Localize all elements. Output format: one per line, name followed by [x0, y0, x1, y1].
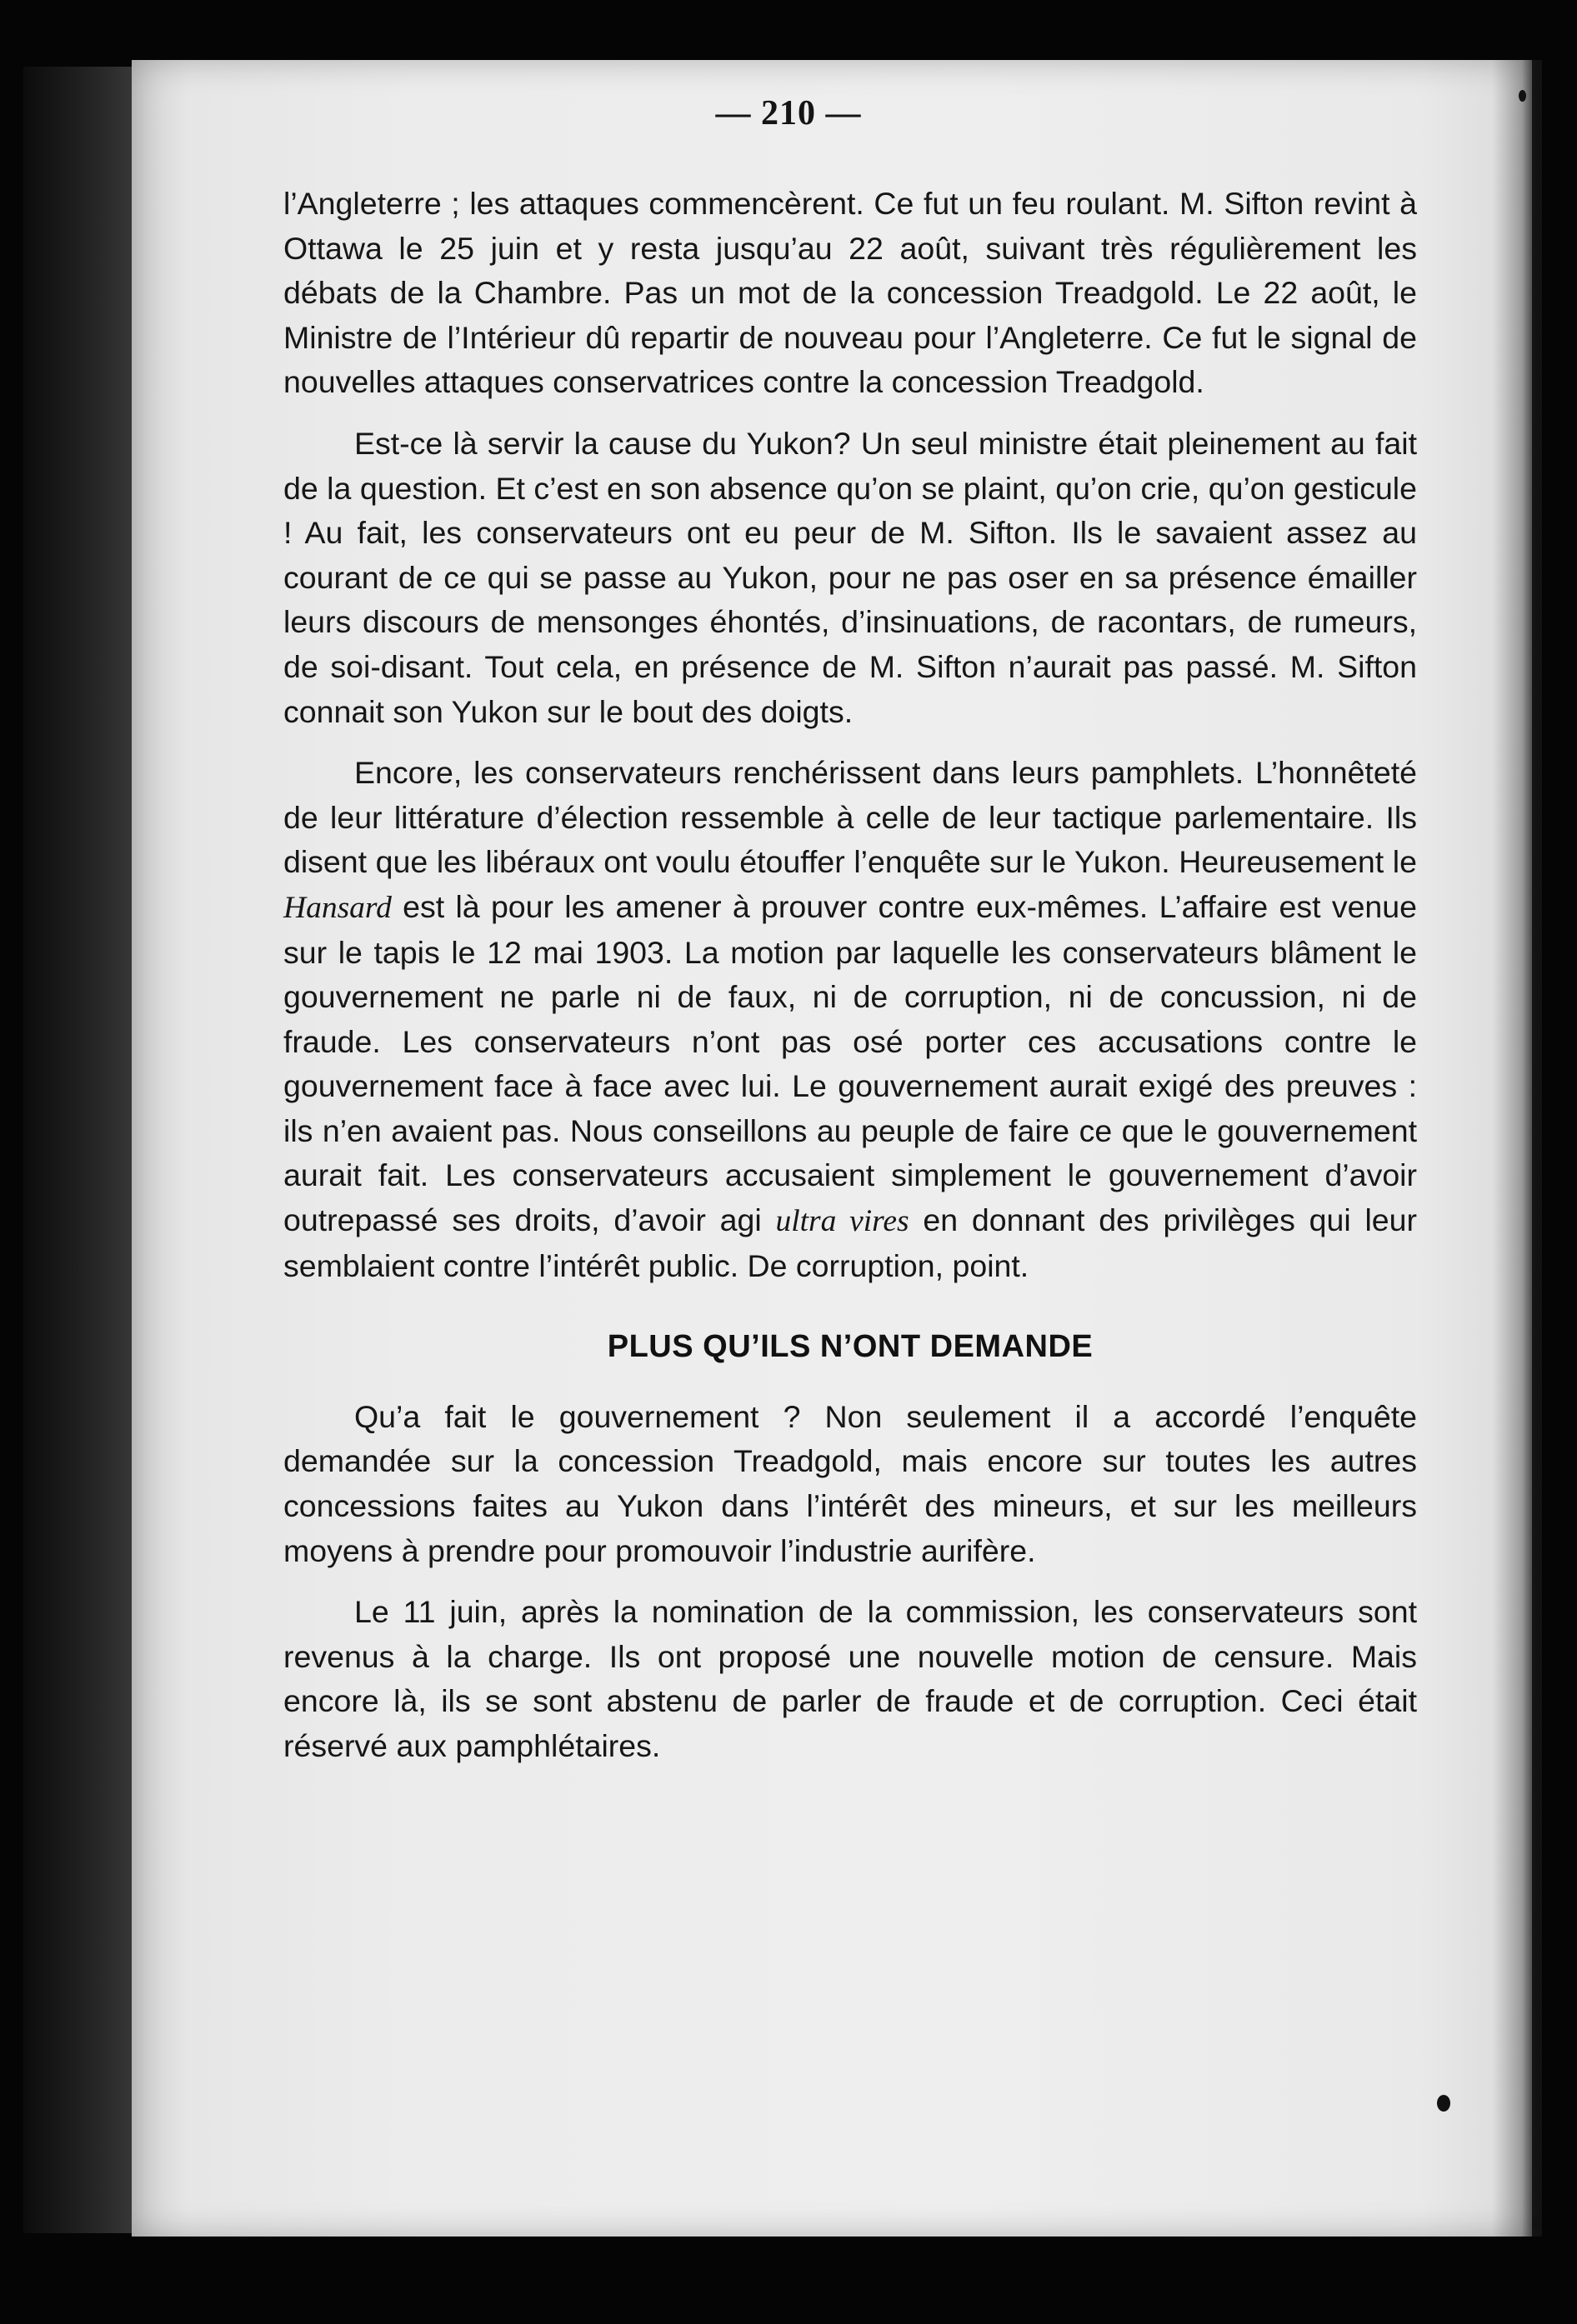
paragraph-text: en donnant des privilèges qui leur semblaient contre l’intérêt public. De corruption, point. — [283, 1202, 1417, 1283]
paragraph — [283, 751, 1417, 1288]
page-body — [283, 182, 1417, 1769]
italic-term: ultra vires — [775, 1204, 909, 1239]
paragraph: Le 11 juin, après la nomination de la commission, les conservateurs sont revenus à la charge. Ils ont proposé une nouvelle motion de censure. Mais encore là, ils se sont abstenu de parler de fraude et de corruption. Ceci était réservé aux pamphlétaires. — [283, 1594, 1417, 1763]
ink-speck — [1437, 2095, 1450, 2112]
italic-term: Hansard — [283, 890, 392, 925]
paragraph: Est-ce là servir la cause du Yukon? Un seul ministre était pleinement au fait de la question. Et c’est en son absence qu’on se plaint, qu’on crie, qu’on gesticule ! Au fait, les conservateurs ont eu peur de M. Sifton. Ils le savaient assez au courant de ce qui se passe au Yukon, pour ne pas oser en sa présence émailler leurs discours de mensonges éhontés, d’insinuations, de racontars, de rumeurs, de soi-disant. Tout cela, en présence de M. Sifton n’aurait pas passé. M. Sifton connait son Yukon sur le bout des doigts. — [283, 425, 1417, 729]
page-number: — 210 — — [715, 94, 862, 132]
paragraph-text: Encore, les conservateurs renchérissent dans leurs pamphlets. L’honnêteté de leur littérature d’élection ressemble à celle de leur tactique parlementaire. Ils disent que les libéraux ont voulu étouffer l’enquête sur le Yukon. Heureusement le — [283, 755, 1417, 880]
book-spine — [23, 67, 140, 2233]
paragraph: Qu’a fait le gouvernement ? Non seulement il a accordé l’enquête demandée sur la concession Treadgold, mais encore sur toutes les autres concessions faites au Yukon dans l’intérêt des mineurs, et sur les meilleurs moyens à prendre pour promouvoir l’industrie aurifère. — [283, 1398, 1417, 1568]
paragraph: l’Angleterre ; les attaques commencèrent. Ce fut un feu roulant. M. Sifton revint à Ottawa le 25 juin et y resta jusqu’au 22 août, suivant très régulièrement les débats de la Chambre. Pas un mot de la concession Treadgold. Le 22 août, le Ministre de l’Intérieur dû repartir de nouveau pour l’Angleterre. Ce fut le signal de nouvelles attaques conservatrices contre la concession Treadgold. — [283, 186, 1417, 400]
page-edge-shadow — [1492, 60, 1542, 2237]
ink-speck — [1532, 2217, 1541, 2230]
section-heading: PLUS QU’ILS N’ONT DEMANDE — [607, 1329, 1094, 1365]
paragraph-text: est là pour les amener à prouver contre eux-mêmes. L’affaire est venue sur le tapis le 12 mai 1903. La motion par laquelle les conservateurs blâment le gouvernement ne parle ni de faux, ni de corruption, ni de concussion, ni de fraude. Les conservateurs n’ont pas osé porter ces accusations contre le gouvernement face à face avec lui. Le gouvernement aurait exigé des preuves : ils n’en avaient pas. Nous conseillons au peuple de faire ce que le gouvernement aurait fait. Les conservateurs accusaient simplement le gouvernement d’avoir outrepassé ses droits, d’avoir agi — [283, 888, 1417, 1238]
